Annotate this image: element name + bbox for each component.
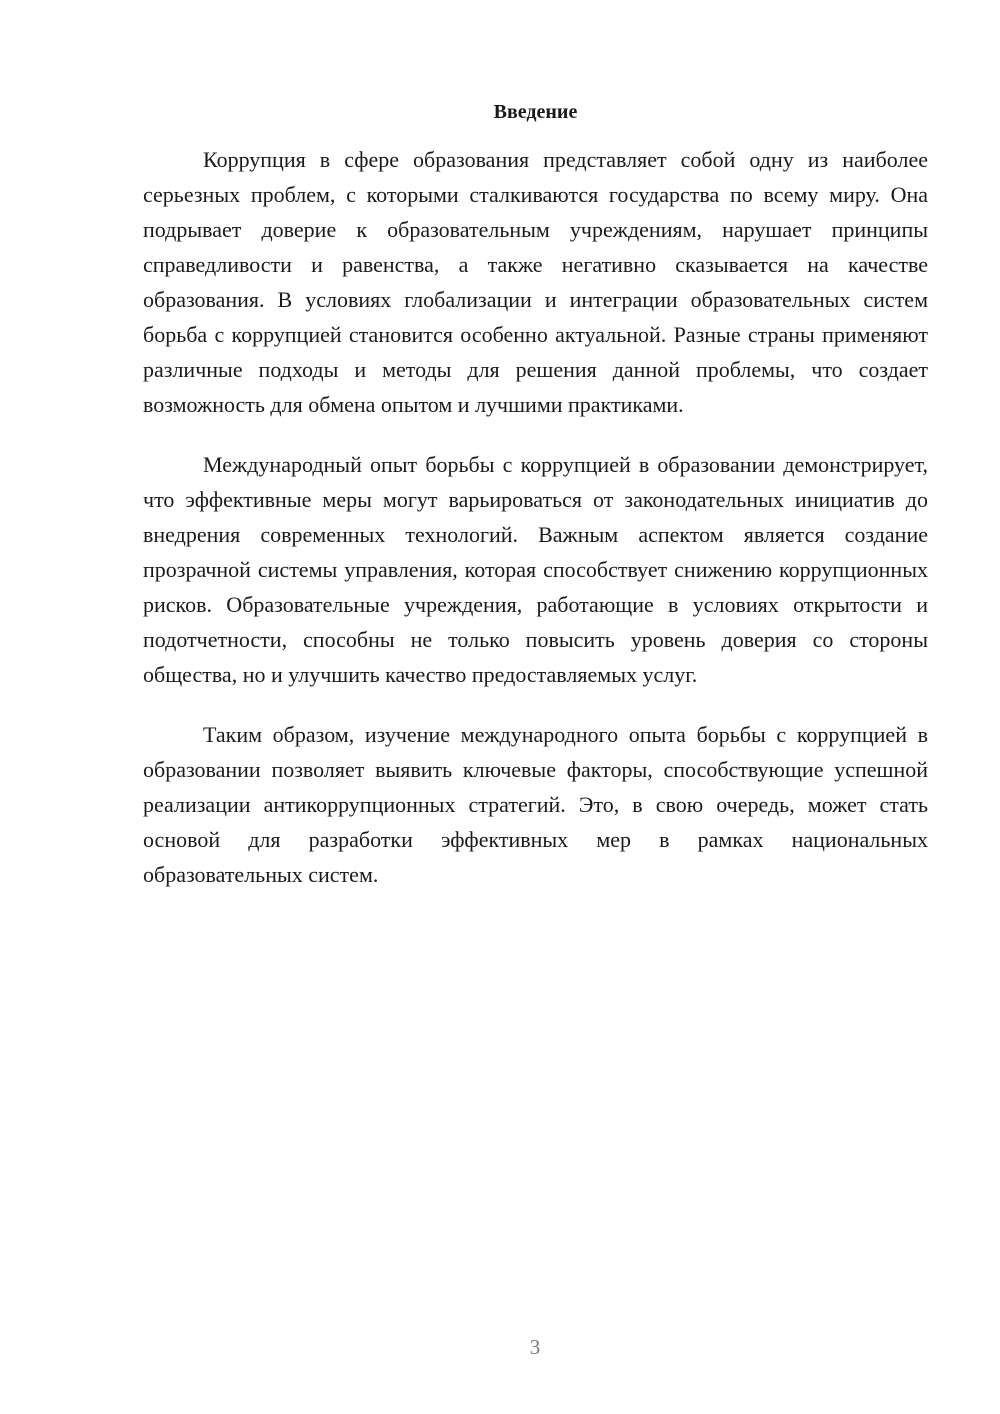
paragraph-2: Международный опыт борьбы с коррупцией в образовании демонстрирует, что эффективные меры могут варьироваться от законодательных инициатив до внедрения современных технологий. Важным аспектом является создание прозрачной системы управления, которая способствует снижению коррупционных рисков. Образовательные учреждения, работающие в условиях открытости и подотчетности, способны не только повысить уровень доверия со стороны общества, но и улучшить качество предоставляемых услуг.: [143, 452, 928, 687]
paragraph-1: Коррупция в сфере образования представляет собой одну из наиболее серьезных проблем, с которыми сталкиваются государства по всему миру. Она подрывает доверие к образовательным учреждениям, нарушает принципы справедливости и равенства, а также негативно сказывается на качестве образования. В условиях глобализации и интеграции образовательных систем борьба с коррупцией становится особенно актуальной. Разные страны применяют различные подходы и методы для решения данной проблемы, что создает возможность для обмена опытом и лучшими практиками.: [143, 147, 928, 417]
paragraph-3: Таким образом, изучение международного опыта борьбы с коррупцией в образовании позволяет выявить ключевые факторы, способствующие успешной реализации антикоррупционных стратегий. Это, в свою очередь, может стать основой для разработки эффективных мер в рамках национальных образовательных систем.: [143, 722, 928, 887]
body-text: [143, 142, 928, 917]
page-title: Введение: [493, 101, 578, 123]
page-number: 3: [529, 1335, 541, 1359]
